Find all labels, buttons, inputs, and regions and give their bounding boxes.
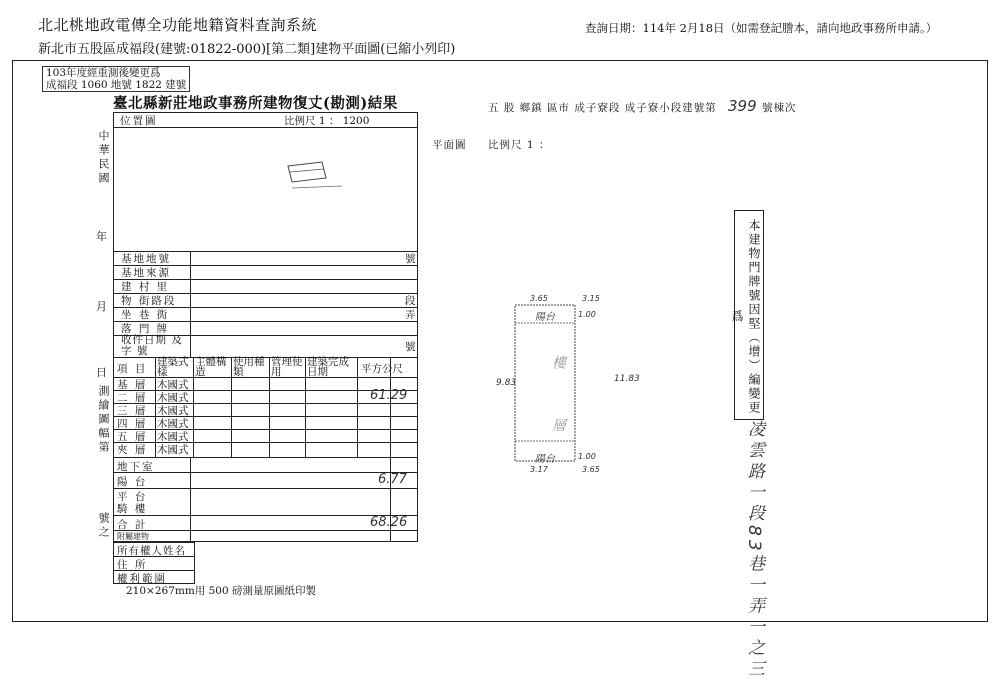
reassignment-stamp <box>42 66 190 92</box>
hw-top-room-dim: 1.00 <box>578 310 596 319</box>
side-label-map-sheet: 測繪圖幅第 <box>97 385 110 455</box>
info-row-label: 收件日期 及 字 號 <box>121 334 183 357</box>
owner-row: 權利範圍 <box>117 573 167 585</box>
address-line: 五 股 鄉鎮 區市 成子寮段 成子寮小段建號第 <box>488 102 717 114</box>
address-suffix: 號棟次 <box>762 102 797 114</box>
hw-main-room: 樓 層 <box>550 355 566 454</box>
extra-row: 附屬建物 <box>117 532 149 541</box>
side-label-month: 月 <box>96 300 107 313</box>
side-label-day: 日 <box>96 366 107 379</box>
sheet-footer: 210×267mm用 500 磅測量原圖紙印製 <box>126 585 317 597</box>
extra-row: 合 計 <box>117 519 148 531</box>
row-line <box>113 457 418 458</box>
row-line <box>113 488 418 489</box>
info-row-suffix: 號 <box>405 341 418 353</box>
floor-style: 木國式 <box>157 405 189 417</box>
table-header-row <box>113 357 418 377</box>
hw-top-room: 陽台 <box>535 312 555 323</box>
hw-plan-height-right: 11.83 <box>614 374 640 384</box>
extra-row: 陽 台 <box>117 476 148 488</box>
document-subtitle: 新北市五股區成福段(建號:01822-000)[第二類]建物平面圖(已縮小列印) <box>38 42 456 57</box>
info-row-label: 基地來源 <box>121 267 171 279</box>
extra-row: 平 台 <box>117 491 148 503</box>
hw-floor-area: 61.29 <box>370 388 408 403</box>
extra-row: 騎 樓 <box>117 503 148 515</box>
hw-bottom-room: 陽台 <box>535 454 555 465</box>
floor-row <box>113 416 418 429</box>
hw-building-no: 399 <box>728 97 757 115</box>
hw-plan-width-bottom: 3.17 <box>530 465 548 474</box>
floor-label: 五 層 <box>117 431 148 443</box>
col-header-style: 建築式樣 <box>157 356 189 378</box>
query-date: 查詢日期：114年 2月18日（如需登記謄本，請向地政事務所申請。） <box>585 21 938 35</box>
position-scale: 比例尺 1 ： 1200 <box>284 115 370 127</box>
hw-total-area: 68.26 <box>370 515 408 530</box>
info-row-land-no <box>113 251 418 265</box>
floor-style: 木國式 <box>157 431 189 443</box>
floor-row <box>113 442 418 457</box>
hw-balcony-area: 6.77 <box>378 472 407 487</box>
floor-style: 木國式 <box>157 418 189 430</box>
info-row-road <box>113 293 418 307</box>
info-row-lane <box>113 307 418 321</box>
info-row-door-no <box>113 321 418 335</box>
position-sketch <box>282 158 352 198</box>
floor-style: 木國式 <box>157 444 189 456</box>
floor-label: 三 層 <box>117 405 148 417</box>
floor-style: 木國式 <box>157 379 189 391</box>
owner-row: 住 所 <box>117 559 148 571</box>
info-row-land-source <box>113 265 418 279</box>
hw-bottom-room-dim: 1.00 <box>578 452 596 461</box>
info-row-suffix: 號 <box>405 253 418 265</box>
door-number-change-box: 本建物門牌號因堅（增）編變更爲 <box>734 210 764 420</box>
hw-plan-width-bottom2: 3.65 <box>582 465 600 474</box>
info-row-label: 落 門 牌 <box>121 323 170 335</box>
row-line <box>113 530 418 531</box>
side-label-year-prefix: 中華民國 <box>97 130 110 186</box>
col-header-usage: 使用種類 <box>233 356 265 378</box>
info-row-label: 基地地號 <box>121 253 171 265</box>
info-row-suffix: 段 <box>405 295 418 307</box>
floor-label: 基 層 <box>117 379 148 391</box>
info-row-village <box>113 279 418 293</box>
row-line <box>113 472 418 473</box>
floor-row <box>113 429 418 442</box>
extra-row: 地下室 <box>117 461 155 473</box>
info-row-label: 建 村 里 <box>121 281 170 293</box>
col-header-area: 平方公尺 <box>361 363 403 375</box>
hw-plan-height-left: 9.83 <box>496 378 517 388</box>
info-row-suffix: 弄 <box>405 309 418 321</box>
floor-style: 木國式 <box>157 392 189 404</box>
hw-plan-width-top: 3.65 <box>530 294 548 303</box>
col-header-item: 項 目 <box>117 363 148 375</box>
stamp-line-2: 成福段 1060 地號 1822 建號 <box>46 79 187 91</box>
info-row-label: 坐 巷 衖 <box>121 309 170 321</box>
col-header-structure: 主體構造 <box>195 356 227 378</box>
floor-label: 二 層 <box>117 392 148 404</box>
side-label-number: 號之 <box>97 512 110 540</box>
col-header-completion: 建築完成日期 <box>307 356 349 378</box>
plan-scale: 比例尺 1 ： <box>488 139 551 151</box>
system-title: 北北桃地政電傳全功能地籍資料查詢系統 <box>38 16 318 34</box>
info-row-label: 物 街路段 <box>121 295 177 307</box>
position-header-line <box>113 127 418 128</box>
side-label-year: 年 <box>96 230 107 243</box>
floor-row <box>113 403 418 416</box>
info-row-receipt <box>113 335 418 357</box>
sheet-title: 臺北縣新莊地政事務所建物復丈(勘測)結果 <box>113 95 398 112</box>
owner-row: 所有權人姓名 <box>117 545 186 557</box>
col-header-manage: 管理使用 <box>271 356 303 378</box>
floor-label: 四 層 <box>117 418 148 430</box>
extra-col-line <box>190 457 191 542</box>
floor-label: 夾 層 <box>117 444 148 456</box>
stamp-line-1: 103年度經重測後變更爲 <box>46 67 161 79</box>
plan-label: 平面圖 <box>432 139 467 151</box>
hw-new-address: 凌雲路一段83巷一弄一之三 <box>744 420 764 681</box>
position-label: 位置圖 <box>120 115 158 127</box>
hw-plan-width-top2: 3.15 <box>582 294 600 303</box>
